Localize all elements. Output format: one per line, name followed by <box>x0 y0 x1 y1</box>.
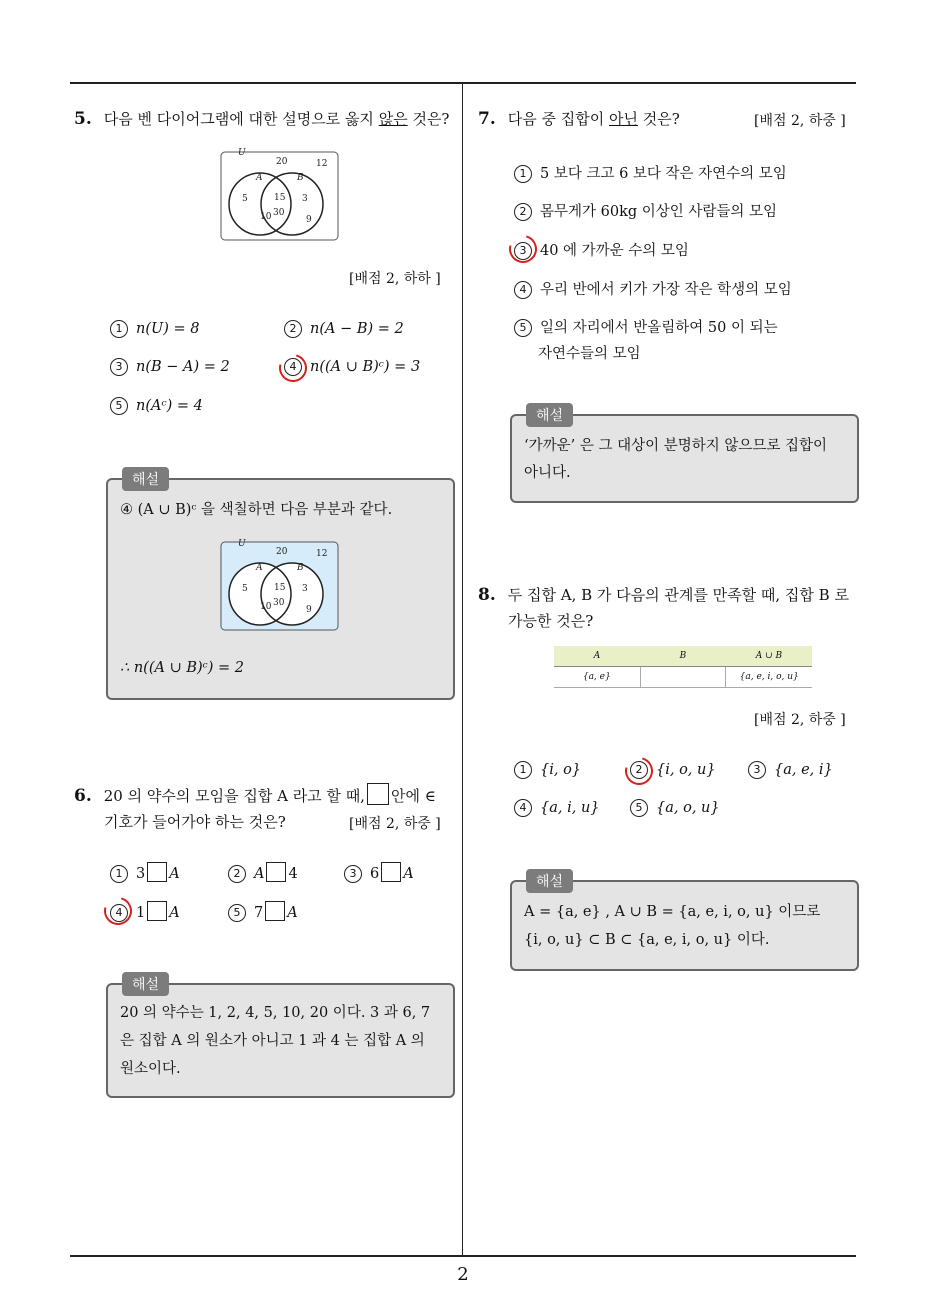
q5-explanation-line2: ∴ n((A ∪ B)ᶜ) = 2 <box>120 660 245 676</box>
blank-box <box>381 862 401 882</box>
option-number-icon: 5 <box>514 319 532 337</box>
table-header-b: B <box>640 646 726 667</box>
q7-explanation-box <box>510 408 859 503</box>
option-number-icon: 3 <box>110 358 128 376</box>
option-number-icon: 5 <box>630 799 648 817</box>
svg-text:9: 9 <box>306 215 312 225</box>
top-rule <box>70 82 856 84</box>
q6-explanation-line2: 은 집합 A 의 원소가 아니고 1 과 4 는 집합 A 의 <box>120 1033 425 1049</box>
q5-venn-diagram <box>220 146 340 242</box>
q8-option-4[interactable]: 4 {a, i, u} <box>514 799 600 817</box>
q7-option-4[interactable]: 4 우리 반에서 키가 가장 작은 학생의 모임 <box>514 278 792 299</box>
q5-option-5[interactable]: 5 n(Aᶜ) = 4 <box>110 397 203 415</box>
q7-option-3[interactable]: 3 40 에 가까운 수의 모임 <box>514 239 689 260</box>
option-number-icon: 3 <box>344 865 362 883</box>
table-cell-b <box>640 667 726 688</box>
q5-explanation-venn <box>220 538 340 632</box>
q7-score: [배점 2, 하중 ] <box>754 113 846 129</box>
q6-question-line1: 6. 20 의 약수의 모임을 집합 A 라고 할 때, 안에 ∈ <box>74 783 459 809</box>
option-number-icon: 5 <box>110 397 128 415</box>
svg-text:9: 9 <box>306 605 312 615</box>
blank-box <box>147 862 167 882</box>
q5-question: 5. 다음 벤 다이어그램에 대한 설명으로 옳지 않은 것은? <box>74 109 450 129</box>
svg-text:A: A <box>256 563 263 573</box>
q8-option-5[interactable]: 5 {a, o, u} <box>630 799 720 817</box>
q8-table <box>554 646 812 688</box>
svg-text:B: B <box>297 173 304 183</box>
q8-score: [배점 2, 하중 ] <box>754 712 846 728</box>
q8-question-line2: 가능한 것은? <box>508 612 594 630</box>
q7-option-5-line2: 자연수들의 모임 <box>538 346 641 362</box>
option-number-icon: 2 <box>284 320 302 338</box>
q8-explanation-box <box>510 874 859 971</box>
option-number-icon: 5 <box>228 904 246 922</box>
q6-explanation-line3: 원소이다. <box>120 1061 181 1077</box>
q5-explanation-line1: ④ (A ∪ B)ᶜ 을 색칠하면 다음 부분과 같다. <box>120 502 393 518</box>
option-number-icon: 1 <box>514 165 532 183</box>
svg-text:12: 12 <box>316 549 328 559</box>
option-number-icon: 2 <box>630 761 648 779</box>
q7-option-2[interactable]: 2 몸무게가 60kg 이상인 사람들의 모임 <box>514 200 777 221</box>
q7-question: 7. 다음 중 집합이 아닌 것은? <box>478 109 680 129</box>
svg-text:3: 3 <box>302 194 308 204</box>
svg-text:30: 30 <box>273 208 285 218</box>
option-number-icon: 1 <box>514 761 532 779</box>
q6-question-line2: 기호가 들어가야 하는 것은? <box>104 813 286 831</box>
q7-explanation-line1: ‘가까운’ 은 그 대상이 분명하지 않으므로 집합이 <box>524 438 828 454</box>
option-number-icon: 4 <box>514 799 532 817</box>
svg-text:3: 3 <box>302 584 308 594</box>
option-number-icon: 4 <box>110 904 128 922</box>
option-number-icon: 1 <box>110 320 128 338</box>
venn-label-u: U <box>238 148 246 158</box>
q6-answer-mark <box>99 892 137 930</box>
q5-answer-mark <box>274 349 312 387</box>
blank-box <box>265 901 285 921</box>
explanation-tag: 해설 <box>122 467 169 491</box>
svg-text:A: A <box>256 173 263 183</box>
table-header-a: A <box>554 646 640 667</box>
option-number-icon: 4 <box>514 281 532 299</box>
q6-option-2[interactable]: 2 A 4 <box>228 862 298 883</box>
option-number-icon: 2 <box>514 203 532 221</box>
option-number-icon: 4 <box>284 358 302 376</box>
bottom-rule <box>70 1255 856 1257</box>
q6-option-4[interactable]: 4 1 A <box>110 901 180 922</box>
q7-option-5[interactable]: 5 일의 자리에서 반올림하여 50 이 되는 <box>514 316 778 337</box>
q5-explanation-box <box>106 472 455 700</box>
q6-option-3[interactable]: 3 6 A <box>344 862 414 883</box>
q6-explanation-box <box>106 977 455 1098</box>
q6-option-1[interactable]: 1 3 A <box>110 862 180 883</box>
q6-explanation-line1: 20 의 약수는 1, 2, 4, 5, 10, 20 이다. 3 과 6, 7 <box>120 1005 431 1021</box>
svg-text:12: 12 <box>316 159 328 169</box>
q5-number: 5. <box>74 109 92 129</box>
q8-explanation-line1: A = {a, e} , A ∪ B = {a, e, i, o, u} 이므로 <box>524 904 821 920</box>
q5-score: [배점 2, 하하 ] <box>349 271 441 287</box>
svg-text:15: 15 <box>274 193 286 203</box>
table-header-union: A ∪ B <box>726 646 812 667</box>
q8-answer-mark <box>620 752 658 790</box>
q6-option-5[interactable]: 5 7 A <box>228 901 298 922</box>
svg-text:30: 30 <box>273 598 285 608</box>
blank-box <box>367 783 389 805</box>
option-number-icon: 1 <box>110 865 128 883</box>
table-cell-a: {a, e} <box>554 667 640 688</box>
svg-text:20: 20 <box>276 547 288 557</box>
option-number-icon: 3 <box>748 761 766 779</box>
q8-question-line1: 8. 두 집합 A, B 가 다음의 관계를 만족할 때, 집합 B 로 <box>478 585 849 605</box>
column-divider <box>462 84 463 1255</box>
q5-option-1[interactable]: 1 n(U) = 8 <box>110 320 199 338</box>
option-number-icon: 3 <box>514 242 532 260</box>
svg-text:10: 10 <box>260 602 272 612</box>
q7-explanation-line2: 아니다. <box>524 465 571 481</box>
blank-box <box>266 862 286 882</box>
q6-number: 6. <box>74 786 92 806</box>
q7-option-1[interactable]: 1 5 보다 크고 6 보다 작은 자연수의 모임 <box>514 162 787 183</box>
option-number-icon: 2 <box>228 865 246 883</box>
q8-option-2[interactable]: 2 {i, o, u} <box>630 761 716 779</box>
blank-box <box>147 901 167 921</box>
svg-text:5: 5 <box>242 584 248 594</box>
svg-text:20: 20 <box>276 157 288 167</box>
q6-score: [배점 2, 하중 ] <box>349 816 441 832</box>
q8-number: 8. <box>478 585 496 605</box>
q7-answer-mark <box>504 230 542 268</box>
svg-text:15: 15 <box>274 583 286 593</box>
page-number: 2 <box>457 1264 469 1285</box>
q5-option-2[interactable]: 2 n(A − B) = 2 <box>284 320 404 338</box>
svg-text:U: U <box>238 539 246 549</box>
q5-option-3[interactable]: 3 n(B − A) = 2 <box>110 358 230 376</box>
table-cell-union: {a, e, i, o, u} <box>726 667 812 688</box>
q7-number: 7. <box>478 109 496 129</box>
svg-text:10: 10 <box>260 212 272 222</box>
explanation-tag: 해설 <box>122 972 169 996</box>
explanation-tag: 해설 <box>526 403 573 427</box>
explanation-tag: 해설 <box>526 869 573 893</box>
q8-option-3[interactable]: 3 {a, e, i} <box>748 761 833 779</box>
q5-option-4[interactable]: 4 n((A ∪ B)ᶜ) = 3 <box>284 358 420 376</box>
svg-text:5: 5 <box>242 194 248 204</box>
svg-text:B: B <box>297 563 304 573</box>
q8-option-1[interactable]: 1 {i, o} <box>514 761 581 779</box>
q8-explanation-line2: {i, o, u} ⊂ B ⊂ {a, e, i, o, u} 이다. <box>524 932 770 948</box>
